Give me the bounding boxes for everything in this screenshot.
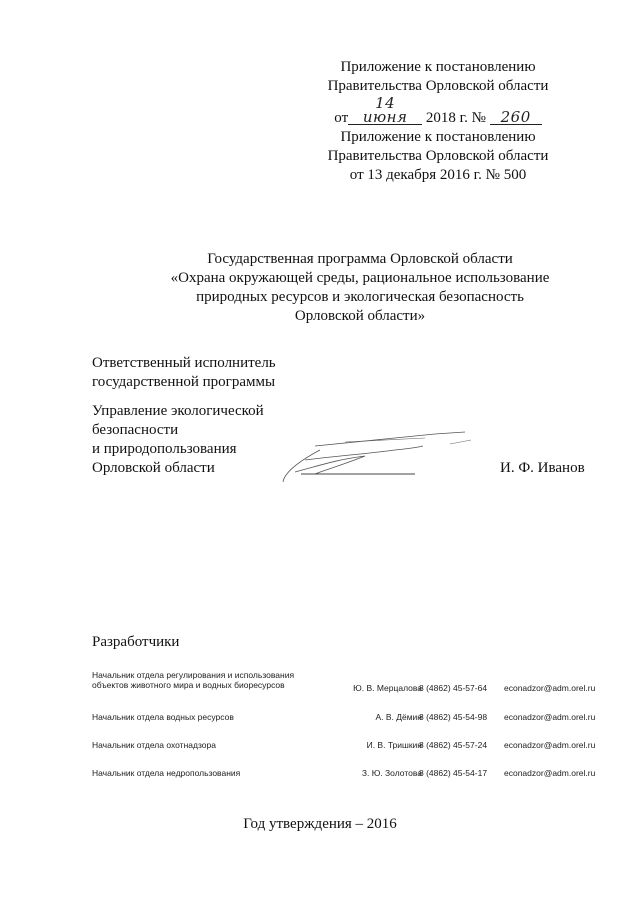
title-line1: Государственная программа Орловской области [207, 251, 513, 267]
amendment-date-prefix: от [334, 110, 349, 126]
amendment-line2: Правительства Орловской области [327, 78, 549, 94]
developer-phone: 8 (4862) 45-57-64 [419, 683, 488, 693]
approval-year: Год утверждения – 2016 [243, 816, 397, 832]
department-line2: безопасности [92, 422, 179, 438]
developer-phone: 8 (4862) 45-54-98 [419, 712, 488, 722]
original-header [308, 128, 568, 185]
developer-position: Начальник отдела регулирования и использования объектов животного мира и водных биоресурсов [92, 670, 295, 690]
developer-email: econadzor@adm.orel.ru [504, 768, 596, 778]
developer-name: И. В. Тришкин [366, 740, 422, 750]
developer-row [92, 712, 612, 724]
developer-row [92, 670, 612, 692]
developer-email: econadzor@adm.orel.ru [504, 683, 596, 693]
responsible-executor [92, 354, 322, 392]
department-line1: Управление экологической [92, 403, 264, 419]
developer-email: econadzor@adm.orel.ru [504, 712, 596, 722]
developer-row [92, 740, 612, 752]
developer-position: Начальник отдела недропользования [92, 768, 241, 778]
title-line2: «Охрана окружающей среды, рациональное использование [170, 270, 550, 286]
signer-name: И. Ф. Иванов [500, 460, 585, 476]
signature-image [275, 420, 475, 490]
department-line3: и природопользования [92, 441, 237, 457]
department-line4: Орловской области [92, 460, 215, 476]
developer-phone: 8 (4862) 45-54-17 [419, 768, 488, 778]
amendment-date-year: 2018 г. № [425, 110, 486, 126]
original-line3: от 13 декабря 2016 г. № 500 [349, 167, 527, 183]
handwritten-date: 14 июня [348, 96, 422, 125]
developer-name: З. Ю. Золотова [361, 768, 422, 778]
developer-name: А. В. Дёмин [375, 712, 422, 722]
developer-position: Начальник отдела охотнадзора [92, 740, 216, 750]
responsible-line1: Ответственный исполнитель [92, 355, 276, 371]
handwritten-number: 260 [490, 110, 542, 125]
developer-phone: 8 (4862) 45-57-24 [419, 740, 488, 750]
developer-email: econadzor@adm.orel.ru [504, 740, 596, 750]
amendment-header [308, 58, 568, 128]
developer-row [92, 768, 612, 780]
developer-name: Ю. В. Мерцалова [353, 683, 422, 693]
program-title [160, 250, 560, 326]
developers-heading: Разработчики [92, 634, 180, 650]
amendment-line1: Приложение к постановлению [340, 59, 536, 75]
title-line4: Орловской области» [294, 308, 426, 324]
amendment-date [308, 96, 568, 128]
developer-position: Начальник отдела водных ресурсов [92, 712, 234, 722]
original-line2: Правительства Орловской области [327, 148, 549, 164]
original-line1: Приложение к постановлению [340, 129, 536, 145]
responsible-line2: государственной программы [92, 374, 276, 390]
title-line3: природных ресурсов и экологическая безопасность [196, 289, 524, 305]
